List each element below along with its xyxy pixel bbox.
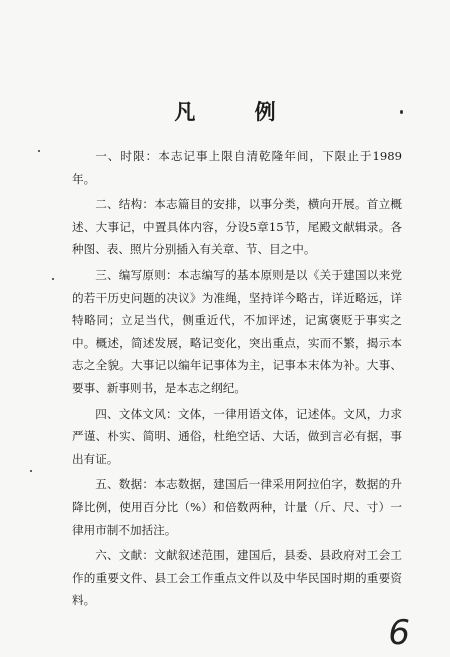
scan-speck: [52, 278, 54, 280]
document-body: [72, 145, 402, 615]
scan-speck: [38, 150, 40, 152]
page-title: 凡 例: [174, 99, 302, 124]
scan-speck: [30, 470, 32, 472]
paragraph-time-limit: 一、时限：本志记事上限自清乾隆年间，下限止于1989年。: [72, 149, 402, 186]
paragraph-writing-principles: 三、编写原则：本志编写的基本原则是以《关于建国以来党的若干历史问题的决议》为准绳，坚持详今略古，详近略远，详特略同；立足当代，侧重近代，不加评述，记寓褒贬于事实之中。概述，简述发展，略记变化，突出重点，实而不繁，揭示本志之全貌。大事记以编年记事体为主，记事本末体为补。大事、要事、新事则书，是本志之纲纪。: [72, 267, 402, 395]
paragraph-data: 五、数据：本志数据，建国后一律采用阿拉伯字，数据的升降比例，使用百分比（%）和倍数两种，计量（斤、尺、寸）一律用市制不加括注。: [72, 477, 402, 537]
paragraph-style: 四、文体文风：文体，一律用语文体，记述体。文风，力求严谨、朴实、简明、通俗，杜绝空话、大话，做到言必有据，事出有证。: [72, 406, 402, 466]
paragraph-documents: 六、文献：文献叙述范围，建国后，县委、县政府对工会工作的重要文件、县工会工作重点文件以及中华民国时期的重要资料。: [72, 548, 402, 608]
paragraph-structure: 二、结构：本志篇目的安排，以事分类，横向开展。首立概述、大事记，中置具体内容，分设5章15节，尾殿文献辑录。各种图、表、照片分别插入有关章、节、目之中。: [72, 197, 402, 257]
page-number: 6: [388, 613, 410, 653]
scan-speck: [400, 110, 403, 114]
